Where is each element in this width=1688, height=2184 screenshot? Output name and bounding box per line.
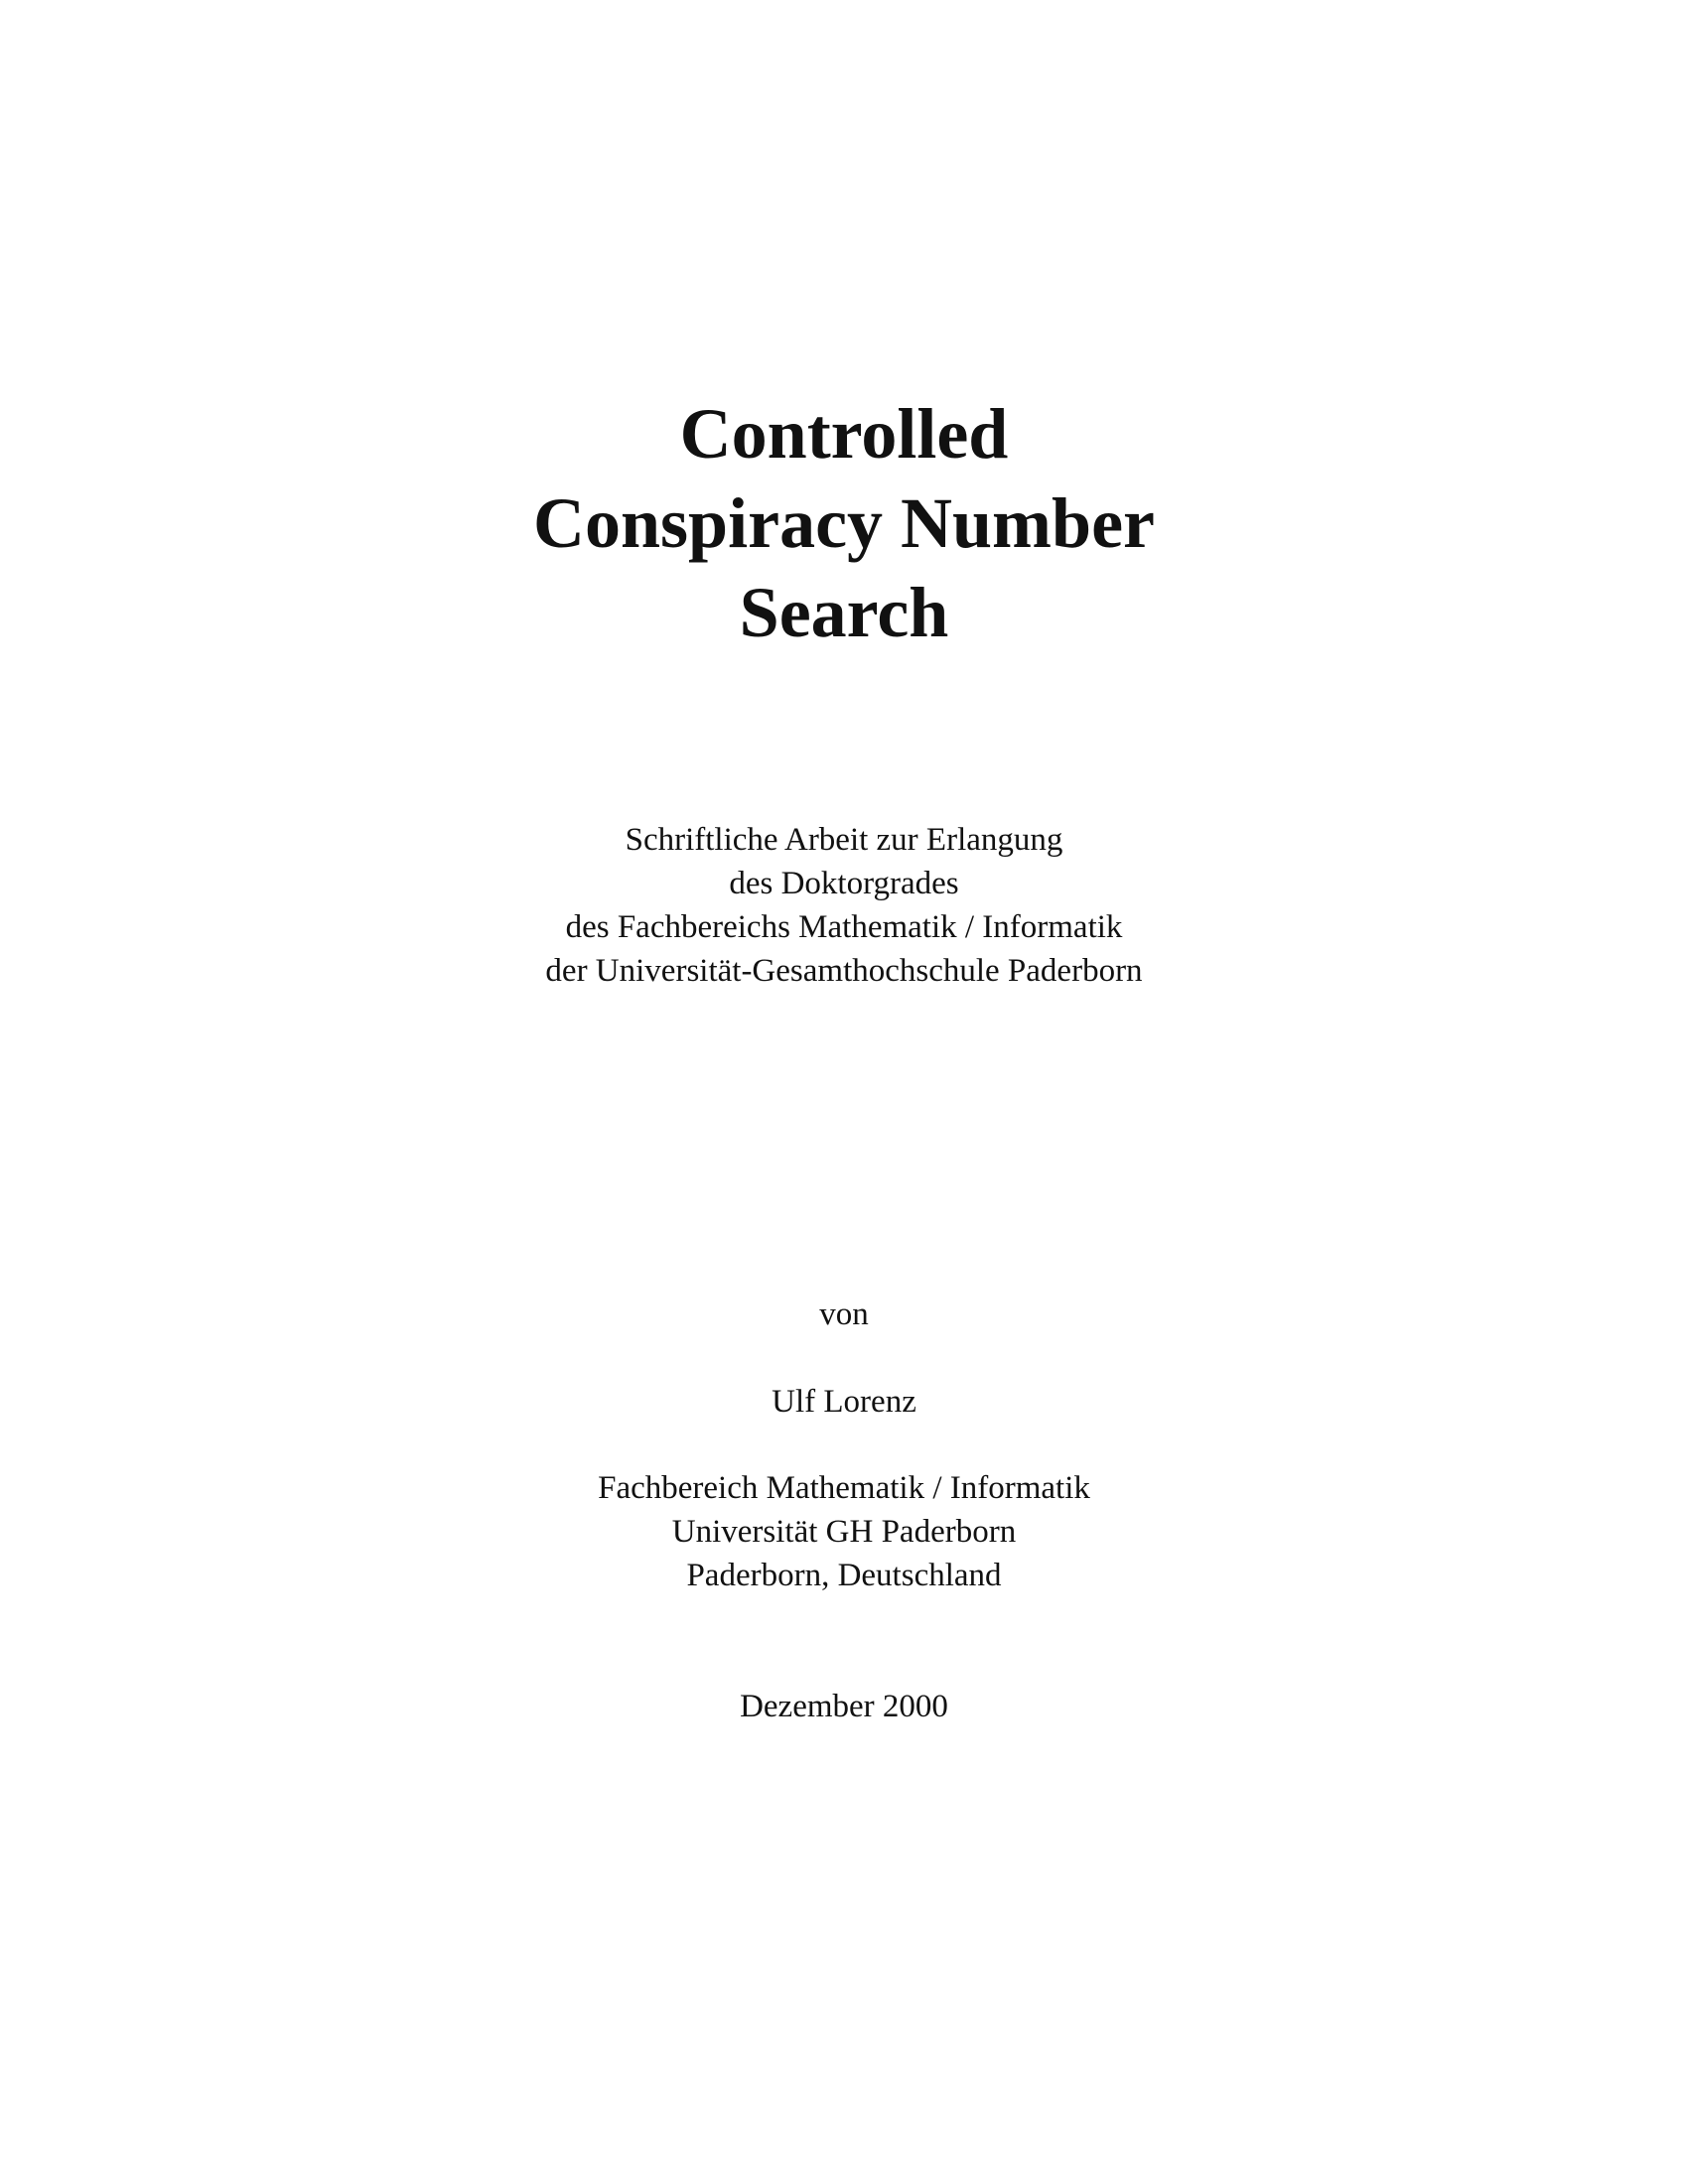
affiliation-line: Paderborn, Deutschland: [686, 1558, 1002, 1593]
title-line: Controlled: [679, 394, 1009, 474]
title-line: Conspiracy Number: [533, 483, 1155, 563]
date-block: [0, 1685, 1688, 1728]
author-block: [0, 1380, 1688, 1424]
degree-statement-line: des Fachbereichs Mathematik / Informatik: [565, 909, 1123, 945]
degree-statement-line: Schriftliche Arbeit zur Erlangung: [625, 822, 1063, 858]
by-label: von: [819, 1297, 869, 1332]
affiliation: [0, 1466, 1688, 1597]
title-line: Search: [739, 573, 949, 652]
affiliation-line: Universität GH Paderborn: [671, 1514, 1017, 1550]
submission-date: Dezember 2000: [740, 1689, 948, 1724]
by-label-block: [0, 1293, 1688, 1336]
degree-statement-line: der Universität-Gesamthochschule Paderborn: [545, 953, 1143, 989]
degree-statement: [0, 818, 1688, 993]
affiliation-line: Fachbereich Mathematik / Informatik: [598, 1470, 1090, 1506]
degree-statement-line: des Doktorgrades: [729, 866, 959, 901]
author-name: Ulf Lorenz: [772, 1384, 916, 1420]
thesis-title: [0, 389, 1688, 657]
